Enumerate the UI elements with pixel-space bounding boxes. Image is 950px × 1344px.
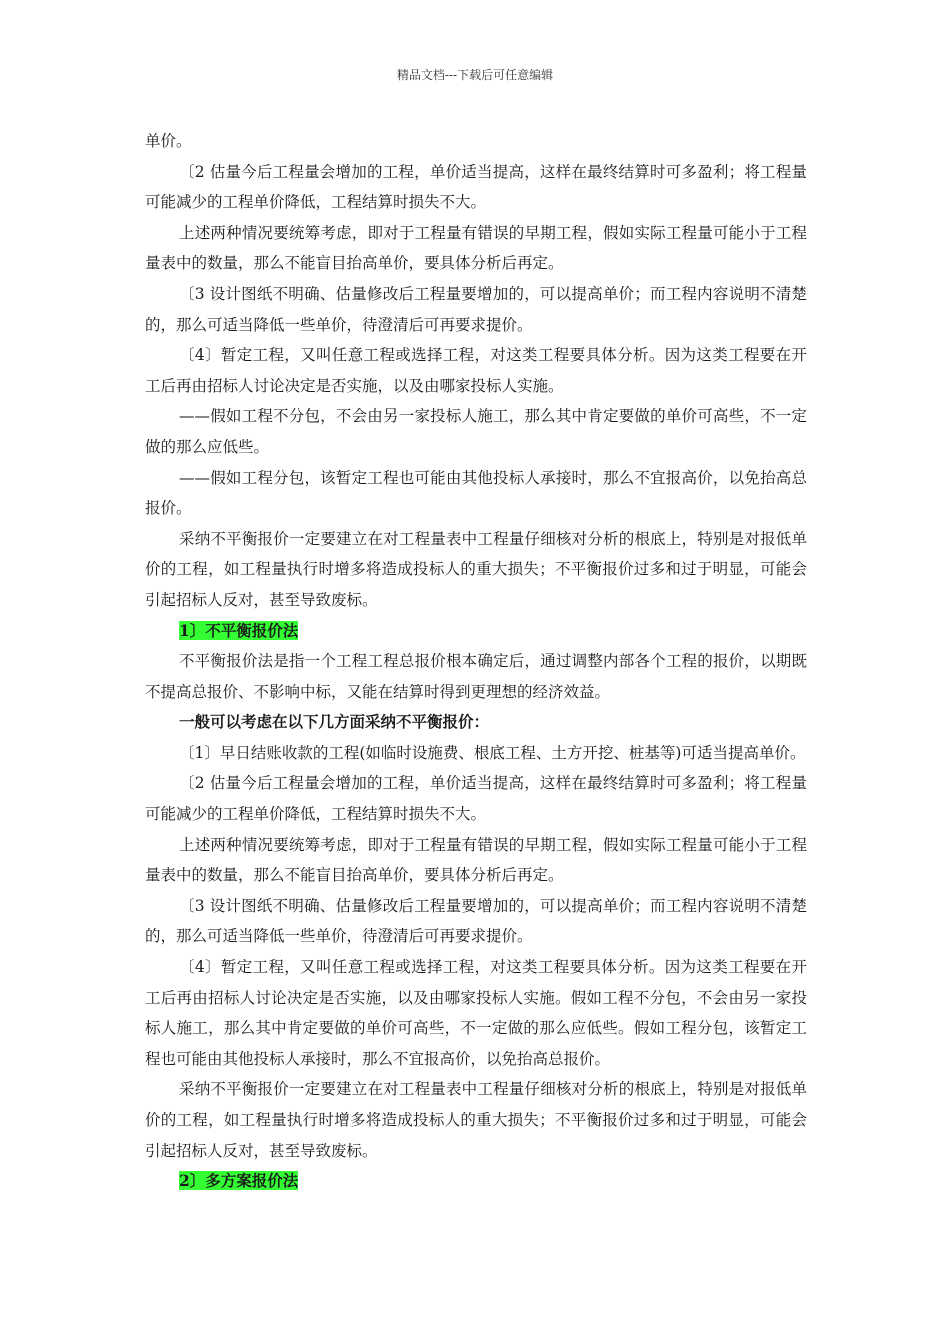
paragraph: 〔1〕早日结账收款的工程(如临时设施费、根底工程、土方开挖、桩基等)可适当提高单价。: [179, 743, 806, 762]
paragraph: 上述两种情况要统筹考虑，即对于工程量有错误的早期工程，假如实际工程量可能小于工程量表中的数量，那么不能盲目抬高单价，要具体分析后再定。: [145, 223, 807, 273]
section-heading: [145, 616, 807, 647]
bold-paragraph: 一般可以考虑在以下几方面采纳不平衡报价：: [179, 712, 490, 732]
paragraph: ——假如工程不分包，不会由另一家投标人施工，那么其中肯定要做的单价可高些，不一定做的那么应低些。: [145, 407, 807, 456]
section-heading: [145, 1166, 807, 1197]
paragraph: 采纳不平衡报价一定要建立在对工程量表中工程量仔细核对分析的根底上，特别是对报低单价的工程，如工程量执行时增多将造成投标人的重大损失；不平衡报价过多和过于明显，可能会引起招标人反对，甚至导致废标。: [145, 1080, 807, 1160]
section-heading-text: 2〕多方案报价法: [179, 1171, 299, 1191]
paragraph: 不平衡报价法是指一个工程工程总报价根本确定后，通过调整内部各个工程的报价，以期既不提高总报价、不影响中标，又能在结算时得到更理想的经济效益。: [145, 652, 807, 701]
paragraph: 〔2 估量今后工程量会增加的工程，单价适当提高，这样在最终结算时可多盈利；将工程量可能减少的工程单价降低，工程结算时损失不大。: [145, 774, 807, 824]
paragraph: 〔4〕暂定工程，又叫任意工程或选择工程，对这类工程要具体分析。因为这类工程要在开工后再由招标人讨论决定是否实施，以及由哪家投标人实施。假如工程不分包，不会由另一家投标人施工，那么其中肯定要做的单价可高些，不一定做的那么应低些。假如工程分包，该暂定工程也可能由其他投标人承接时，那么不宜报高价，以免抬高总报价。: [145, 958, 807, 1068]
paragraph: 上述两种情况要统筹考虑，即对于工程量有错误的早期工程，假如实际工程量可能小于工程量表中的数量，那么不能盲目抬高单价，要具体分析后再定。: [145, 835, 807, 885]
paragraph: 〔3 设计图纸不明确、估量修改后工程量要增加的，可以提高单价；而工程内容说明不清楚的，那么可适当降低一些单价，待澄清后可再要求提价。: [145, 284, 807, 334]
paragraph: 〔3 设计图纸不明确、估量修改后工程量要增加的，可以提高单价；而工程内容说明不清楚的，那么可适当降低一些单价，待澄清后可再要求提价。: [145, 896, 807, 946]
document-body: [145, 126, 807, 1197]
paragraph: 采纳不平衡报价一定要建立在对工程量表中工程量仔细核对分析的根底上，特别是对报低单价的工程，如工程量执行时增多将造成投标人的重大损失；不平衡报价过多和过于明显，可能会引起招标人反对，甚至导致废标。: [145, 529, 807, 609]
paragraph: 单价。: [145, 132, 192, 150]
paragraph: ——假如工程分包，该暂定工程也可能由其他投标人承接时，那么不宜报高价，以免抬高总报价。: [145, 468, 807, 518]
paragraph: 〔4〕暂定工程，又叫任意工程或选择工程，对这类工程要具体分析。因为这类工程要在开工后再由招标人讨论决定是否实施，以及由哪家投标人实施。: [145, 346, 807, 395]
paragraph: 〔2 估量今后工程量会增加的工程，单价适当提高，这样在最终结算时可多盈利；将工程量可能减少的工程单价降低，工程结算时损失不大。: [145, 162, 807, 212]
page-header: 精品文档---下载后可任意编辑: [396, 68, 554, 82]
section-heading-text: 1〕不平衡报价法: [179, 620, 299, 640]
